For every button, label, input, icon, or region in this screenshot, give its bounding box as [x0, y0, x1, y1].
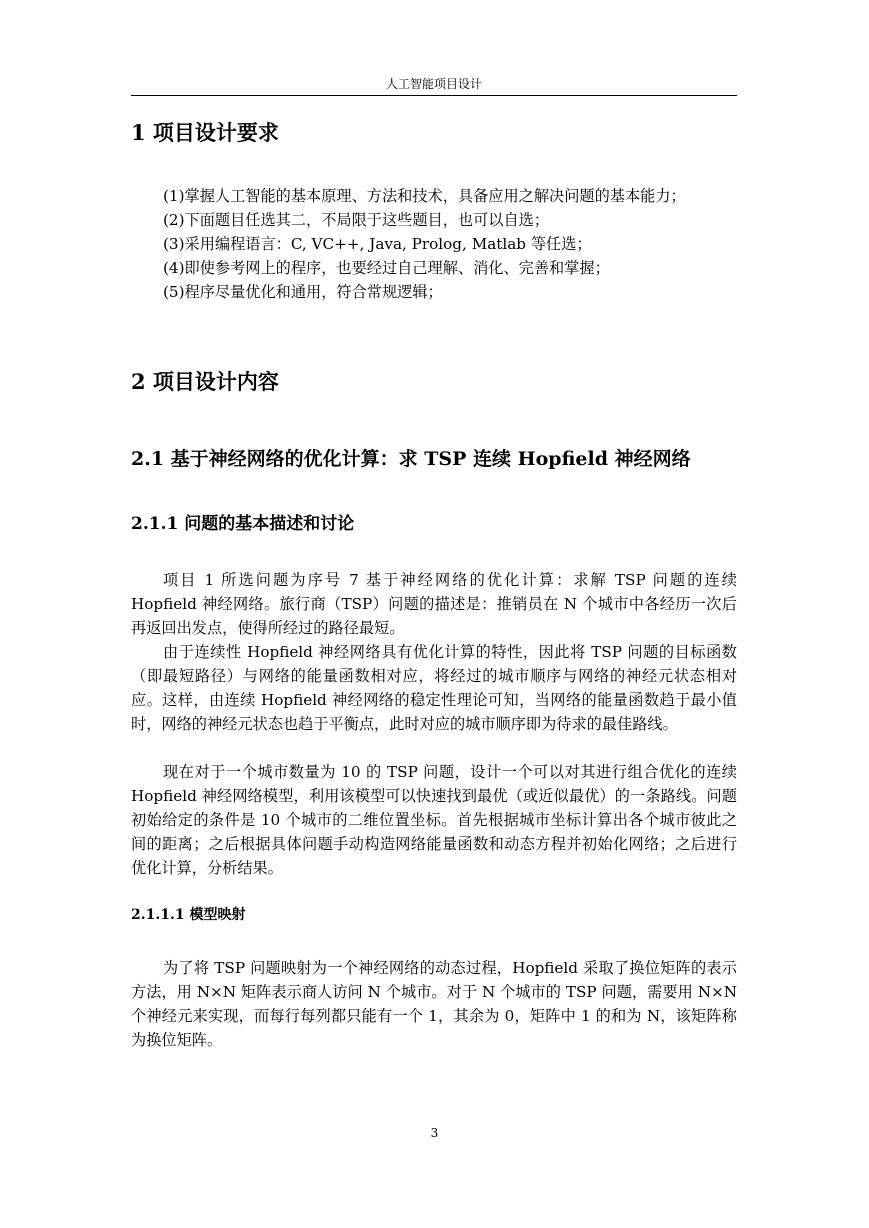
header-rule	[131, 95, 737, 96]
requirements-list	[131, 184, 737, 304]
section-2-heading: 2 项目设计内容	[131, 369, 279, 394]
section-1-heading: 1 项目设计要求	[131, 120, 279, 145]
section-2-1-1-heading: 2.1.1 问题的基本描述和讨论	[131, 514, 355, 534]
requirement-item: (2)下面题目任选其二，不局限于这些题目，也可以自选；	[163, 211, 550, 229]
section-2-1-1-1-heading: 2.1.1.1 模型映射	[131, 907, 246, 923]
paragraph: 现在对于一个城市数量为 10 的 TSP 问题，设计一个可以对其进行组合优化的连续 Hopfield 神经网络模型，利用该模型可以快速找到最优（或近似最优）的一条路线。问题初始给定的条件是 10 个城市的二维位置坐标。首先根据城市坐标计算出各个城市彼此之间的距离；之后根据具体问题手动构造网络能量函数和动态方程并初始化网络；之后进行优化计算，分析结果。	[131, 763, 737, 877]
running-header: 人工智能项目设计	[385, 77, 482, 91]
paragraph: 由于连续性 Hopfield 神经网络具有优化计算的特性，因此将 TSP 问题的目标函数（即最短路径）与网络的能量函数相对应，将经过的城市顺序与网络的神经元状态相对应。这样，由连续 Hopfield 神经网络的稳定性理论可知，当网络的能量函数趋于最小值时，网络的神经元状态也趋于平衡点，此时对应的城市顺序即为待求的最佳路线。	[131, 643, 737, 733]
section-2-1-heading: 2.1 基于神经网络的优化计算：求 TSP 连续 Hopfield 神经网络	[131, 448, 691, 470]
requirement-item: (5)程序尽量优化和通用，符合常规逻辑；	[163, 283, 443, 301]
requirement-item: (3)采用编程语言：C, VC++, Java, Prolog, Matlab 等任选；	[163, 235, 592, 253]
requirement-item: (4)即使参考网上的程序，也要经过自己理解、消化、完善和掌握；	[163, 259, 610, 277]
paragraph: 项目 1 所选问题为序号 7 基于神经网络的优化计算：求解 TSP 问题的连续 Hopfield 神经网络。旅行商（TSP）问题的描述是：推销员在 N 个城市中各经历一次后再返回出发点，使得所经过的路径最短。	[131, 571, 737, 637]
paragraph: 为了将 TSP 问题映射为一个神经网络的动态过程，Hopfield 采取了换位矩阵的表示方法，用 N×N 矩阵表示商人访问 N 个城市。对于 N 个城市的 TSP 问题，需要用 N×N 个神经元来实现，而每行每列都只能有一个 1，其余为 0，矩阵中 1 的和为 N，该矩阵称为换位矩阵。	[131, 959, 737, 1049]
page-number: 3	[430, 1126, 439, 1140]
requirement-item: (1)掌握人工智能的基本原理、方法和技术，具备应用之解决问题的基本能力；	[163, 187, 686, 205]
